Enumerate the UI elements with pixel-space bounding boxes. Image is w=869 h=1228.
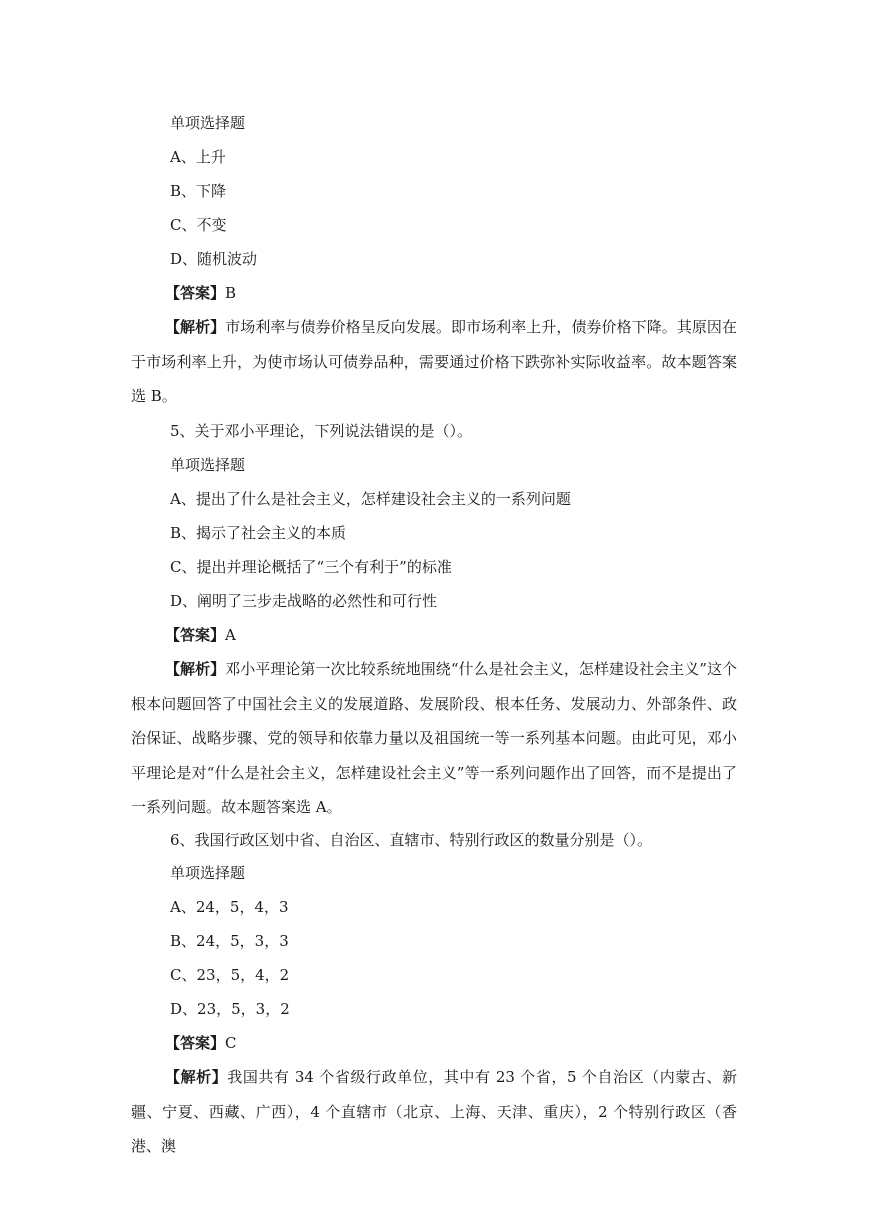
q5-option-b: B、揭示了社会主义的本质 bbox=[170, 524, 347, 542]
q6-question-type: 单项选择题 bbox=[170, 864, 246, 882]
q4-analysis bbox=[131, 310, 737, 414]
q5-answer bbox=[165, 625, 775, 646]
q6-option-d: D、23，5，3，2 bbox=[170, 1000, 290, 1018]
q4-option-d: D、随机波动 bbox=[170, 250, 258, 268]
q4-analysis-text: 市场利率与债券价格呈反向发展。即市场利率上升，债券价格下降。其原因在于市场利率上升，为使市场认可债券品种，需要通过价格下跌弥补实际收益率。故本题答案选 B。 bbox=[131, 318, 737, 405]
q5-option-d: D、阐明了三步走战略的必然性和可行性 bbox=[170, 592, 438, 610]
q4-answer bbox=[165, 283, 775, 304]
q5-analysis-label: 【解析】 bbox=[165, 660, 226, 678]
q4-option-c: C、不变 bbox=[170, 216, 227, 234]
q4-question-type: 单项选择题 bbox=[170, 114, 246, 132]
q5-analysis bbox=[131, 652, 737, 825]
q6-analysis-label: 【解析】 bbox=[165, 1068, 228, 1086]
q5-answer-value: A bbox=[225, 626, 236, 644]
q6-answer-label: 【答案】 bbox=[165, 1034, 226, 1052]
q4-answer-value: B bbox=[225, 284, 237, 302]
q4-option-b: B、下降 bbox=[170, 182, 227, 200]
q6-answer-value: C bbox=[225, 1034, 237, 1052]
q5-question-type: 单项选择题 bbox=[170, 456, 246, 474]
q6-analysis-text: 我国共有 34 个省级行政单位，其中有 23 个省，5 个自治区（内蒙古、新疆、宁夏、西藏、广西），4 个直辖市（北京、上海、天津、重庆），2 个特别行政区（香港、澳 bbox=[131, 1068, 737, 1155]
q4-answer-label: 【答案】 bbox=[165, 284, 226, 302]
q5-option-a: A、提出了什么是社会主义，怎样建设社会主义的一系列问题 bbox=[170, 490, 571, 508]
q6-option-a: A、24，5，4，3 bbox=[170, 898, 289, 916]
q5-answer-label: 【答案】 bbox=[165, 626, 226, 644]
q4-option-a: A、上升 bbox=[170, 148, 226, 166]
q6-option-c: C、23，5，4，2 bbox=[170, 966, 290, 984]
q6-answer bbox=[165, 1033, 775, 1054]
q6-analysis bbox=[131, 1060, 737, 1164]
q6-option-b: B、24，5，3，3 bbox=[170, 932, 289, 950]
q5-question: 5、关于邓小平理论，下列说法错误的是（）。 bbox=[170, 422, 473, 440]
q4-analysis-label: 【解析】 bbox=[165, 318, 226, 336]
q5-option-c: C、提出并理论概括了“三个有利于”的标准 bbox=[170, 558, 452, 576]
q5-analysis-text: 邓小平理论第一次比较系统地围绕“什么是社会主义，怎样建设社会主义”这个根本问题回答了中国社会主义的发展道路、发展阶段、根本任务、发展动力、外部条件、政治保证、战略步骤、党的领导和依靠力量以及祖国统一等一系列基本问题。由此可见，邓小平理论是对“什么是社会主义，怎样建设社会主义”等一系列问题作出了回答，而不是提出了一系列问题。故本题答案选 A。 bbox=[131, 660, 737, 816]
q6-question: 6、我国行政区划中省、自治区、直辖市、特别行政区的数量分别是（）。 bbox=[170, 831, 653, 849]
